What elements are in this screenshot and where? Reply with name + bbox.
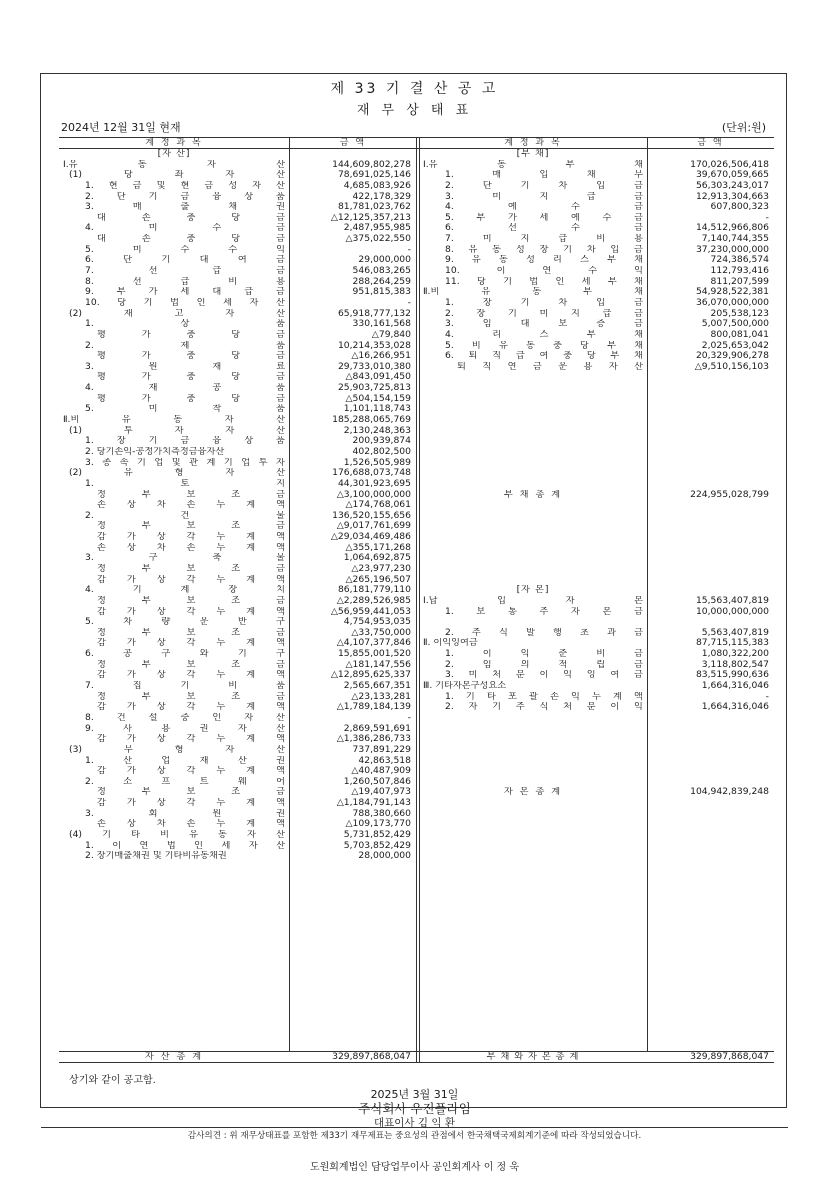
audit-opinion: 감사의견 : 위 재무상태표를 포함한 제33기 재무제표는 중요성의 관점에서 한국채택국제회계기준에 따라 작성되었습니다.	[187, 1131, 642, 1141]
amount-value: 42,863,518	[358, 754, 411, 766]
table-row	[419, 521, 774, 532]
account-label: 정 부 보 조 금	[97, 691, 285, 702]
table-row	[419, 702, 774, 713]
account-label: 정 부 보 조 금	[97, 787, 285, 798]
account-label: 부 채 총 계	[503, 489, 563, 500]
account-label: 감 가 상 각 누 계 액	[97, 638, 285, 649]
account-label: 1. 토 지	[85, 478, 285, 489]
account-label: Ⅰ.유 동 자 산	[63, 159, 285, 170]
amount-value: 28,000,000	[358, 850, 411, 862]
notice-frame	[40, 73, 787, 1173]
account-label: 퇴 직 연 금 운 용 자 산	[457, 361, 643, 372]
account-label: 3. 구 축 물	[85, 553, 285, 564]
table-row	[59, 319, 416, 330]
amount-value: 15,855,001,520	[337, 648, 411, 660]
account-label: 10. 당 기 법 인 세 자 산	[85, 297, 285, 308]
amount-value: 144,609,802,278	[332, 158, 411, 170]
table-row	[419, 362, 774, 373]
account-label: 1. 이 익 준 비 금	[445, 649, 643, 660]
account-label: 9. 부 가 세 대 급 금	[85, 287, 285, 298]
account-label: 감 가 상 각 누 계 액	[97, 798, 285, 809]
table-row	[419, 447, 774, 458]
account-label: (3) 무 형 자 산	[69, 744, 285, 755]
account-label: 정 부 보 조 금	[97, 489, 285, 500]
amount-value: 56,303,243,017	[695, 179, 769, 191]
amount-value: 12,913,304,663	[695, 190, 769, 202]
account-label: [자 산]	[157, 149, 191, 159]
balance-sheet-table	[59, 137, 774, 1063]
amount-value: 54,928,522,381	[695, 286, 769, 298]
account-label: 2. 건 물	[85, 510, 285, 521]
total-assets-label: 자 산 총 계	[144, 1052, 204, 1062]
amount-value: 83,515,990,636	[695, 669, 769, 681]
amount-value: 1,080,322,200	[701, 648, 769, 660]
account-label: 5. 비 유 동 충 당 부 채	[445, 340, 643, 351]
account-label: 3. 회 원 권	[85, 808, 285, 819]
amount-value: 951,815,383	[352, 286, 411, 298]
amount-value: △355,171,268	[345, 541, 411, 553]
amount-value: 5,703,852,429	[343, 839, 411, 851]
amount-value: 25,903,725,813	[337, 382, 411, 394]
amount-value: △19,407,973	[351, 786, 411, 798]
table-row	[419, 426, 774, 437]
account-label: (1) 당 좌 자 산	[69, 170, 285, 181]
table-row	[419, 458, 774, 469]
account-label: 7. 미 지 급 비 용	[445, 234, 643, 245]
amount-value: 1,064,692,875	[343, 552, 411, 564]
amount-value: 1,664,316,046	[701, 680, 769, 692]
account-label: Ⅱ.비 유 동 자 산	[63, 415, 285, 426]
account-label: 2. 단 기 차 입 금	[445, 180, 643, 191]
amount-value: 112,793,416	[710, 265, 769, 277]
page-title: 제 33 기 결 산 공 고	[330, 81, 499, 97]
account-label: 3. 매 출 채 권	[85, 202, 285, 213]
account-label: 손 상 차 손 누 계 액	[97, 819, 285, 830]
amount-value: 44,301,923,695	[337, 477, 411, 489]
table-row	[59, 479, 416, 490]
amount-value: △9,510,156,103	[694, 360, 769, 372]
amount-value: △1,184,791,143	[336, 797, 411, 809]
amount-value: 1,664,316,046	[701, 701, 769, 713]
amount-value: △29,034,469,486	[330, 531, 411, 543]
account-label: 대 손 충 당 금	[97, 234, 285, 245]
amount-value: 5,731,852,429	[343, 829, 411, 840]
table-row	[419, 724, 774, 735]
table-row	[59, 745, 416, 756]
total-liabilities-equity-row	[419, 1052, 774, 1063]
amount-value: △265,196,507	[345, 573, 411, 585]
amount-value: 2,025,653,042	[701, 339, 769, 351]
liabilities-equity-column	[419, 149, 774, 798]
right-account-header: 계 정 과 목	[504, 138, 562, 148]
table-row	[419, 479, 774, 490]
account-label: 평 가 충 당 금	[97, 351, 285, 362]
account-label: 1. 이 연 법 인 세 자 산	[85, 840, 285, 851]
account-label: 평 가 충 당 금	[97, 393, 285, 404]
amount-value: 37,230,000,000	[695, 243, 769, 255]
assets-column	[59, 149, 416, 862]
account-label: 7. 선 급 금	[85, 266, 285, 277]
account-label: 8. 유 동 성 장 기 차 입 금	[445, 244, 643, 255]
account-label: 대 손 충 당 금	[97, 212, 285, 223]
table-row	[419, 607, 774, 618]
table-row	[419, 756, 774, 767]
table-row	[419, 404, 774, 415]
table-row	[419, 596, 774, 607]
amount-value: 5,007,500,000	[701, 318, 769, 330]
amount-value: 3,118,802,547	[701, 658, 769, 670]
amount-value: 7,140,744,355	[701, 233, 769, 245]
amount-value: △12,125,357,213	[330, 211, 411, 223]
account-label: 5. 부 가 세 예 수 금	[445, 212, 643, 223]
account-label: 3. 원 재 료	[85, 361, 285, 372]
table-row	[419, 734, 774, 745]
amount-value: 2,487,955,985	[343, 222, 411, 234]
table-row	[419, 372, 774, 383]
table-row	[419, 575, 774, 586]
table-row	[59, 702, 416, 713]
unit-label: (단위:원)	[721, 121, 766, 134]
account-label: [자 본]	[516, 585, 550, 596]
amount-value: 29,000,000	[358, 254, 411, 266]
account-label: 3. 미 지 급 금	[445, 191, 643, 202]
total-liabilities-equity-label: 부 채 와 자 본 총 계	[486, 1052, 580, 1062]
amount-value: △843,091,450	[345, 371, 411, 383]
account-label: 4. 리 스 부 채	[445, 329, 643, 340]
account-label: 3. 미 처 분 이 익 잉 여 금	[445, 670, 643, 681]
amount-value: 288,264,259	[352, 275, 411, 287]
left-amount-header: 금 액	[339, 138, 367, 148]
account-label: (4) 기 타 비 유 동 자 산	[69, 830, 285, 840]
account-label: 7. 집 기 비 품	[85, 681, 285, 692]
amount-value: △2,289,526,985	[336, 594, 411, 606]
amount-value: 10,214,353,028	[337, 339, 411, 351]
table-row	[59, 287, 416, 298]
account-label: 2. 장 기 미 지 급 금	[445, 308, 643, 319]
amount-value: 1,526,505,989	[343, 456, 411, 468]
account-label: 2. 단 기 금 융 상 품	[85, 191, 285, 202]
amount-value: △56,959,441,053	[330, 605, 411, 617]
account-label: 1. 장 기 금 융 상 품	[85, 436, 285, 447]
account-label: 8. 건 설 중 인 자 산	[85, 712, 285, 723]
amount-value: △16,266,951	[351, 350, 411, 362]
table-row	[419, 564, 774, 575]
table-row	[419, 330, 774, 341]
amount-value: △1,789,184,139	[336, 701, 411, 713]
account-label: 4. 기 계 장 치	[85, 585, 285, 596]
account-label: Ⅰ.유 동 부 채	[423, 159, 643, 170]
footer-note: 상기와 같이 공고함.	[69, 1075, 156, 1086]
amount-value: 185,288,065,769	[332, 414, 411, 426]
account-label: 1. 기 타 포 괄 손 익 누 계 액	[445, 691, 643, 702]
account-label: 정 부 보 조 금	[97, 563, 285, 574]
report-date: 2024년 12월 31일 현재	[61, 121, 181, 134]
amount-value: 607,800,323	[710, 201, 769, 213]
amount-value: △109,173,770	[345, 818, 411, 830]
account-label: 6. 선 수 금	[445, 223, 643, 234]
amount-value: 20,329,906,278	[695, 350, 769, 362]
account-label: 정 부 보 조 금	[97, 627, 285, 638]
amount-value: △504,154,159	[345, 392, 411, 404]
table-row	[419, 787, 774, 798]
amount-value: 4,754,953,035	[343, 616, 411, 628]
account-label: 정 부 보 조 금	[97, 595, 285, 606]
amount-value: 176,688,073,748	[332, 467, 411, 479]
amount-value: △9,017,761,699	[336, 520, 411, 532]
account-label: Ⅱ.비 유 동 부 채	[423, 287, 643, 298]
table-row	[419, 681, 774, 692]
account-label: 자 본 총 계	[503, 787, 563, 798]
account-label: 2. 임 의 적 립 금	[445, 659, 643, 670]
account-label: 감 가 상 각 누 계 액	[97, 766, 285, 777]
amount-value: 65,918,777,132	[337, 307, 411, 319]
account-label: 손 상 차 손 누 계 액	[97, 500, 285, 511]
amount-value: 2,869,591,691	[343, 722, 411, 734]
table-row	[419, 436, 774, 447]
account-label: (1) 투 자 자 산	[69, 425, 285, 436]
amount-value: 104,942,839,248	[690, 786, 769, 798]
amount-value: 10,000,000,000	[695, 605, 769, 617]
total-assets-amount: 329,897,868,047	[332, 1051, 411, 1062]
table-row	[59, 596, 416, 607]
amount-value: △23,133,281	[351, 690, 411, 702]
table-row	[419, 553, 774, 564]
table-row	[419, 766, 774, 777]
table-row	[419, 383, 774, 394]
table-row	[419, 181, 774, 192]
amount-value: 200,939,874	[352, 435, 411, 447]
account-label: 6. 공 구 와 기 구	[85, 649, 285, 660]
amount-value: 170,026,506,418	[690, 158, 769, 170]
amount-value: △4,107,377,846	[336, 637, 411, 649]
account-label: Ⅱ. 이익잉여금	[423, 638, 478, 649]
amount-value: △174,768,061	[345, 499, 411, 511]
amount-value: 330,161,568	[352, 318, 411, 330]
amount-value: 811,207,599	[710, 275, 769, 287]
account-label: (2) 재 고 자 산	[69, 308, 285, 319]
amount-value: 36,070,000,000	[695, 296, 769, 308]
account-label: 1. 보 통 주 자 본 금	[445, 606, 643, 617]
account-label: 8. 선 급 비 용	[85, 276, 285, 287]
amount-value: 14,512,966,806	[695, 222, 769, 234]
amount-value: 724,386,574	[710, 254, 769, 266]
amount-value: -	[765, 211, 769, 223]
amount-value: △12,895,625,337	[330, 669, 411, 681]
amount-value: △3,100,000,000	[336, 488, 411, 500]
amount-value: 5,563,407,819	[701, 626, 769, 638]
account-label: 손 상 차 손 누 계 액	[97, 542, 285, 553]
company-name: 주식회사 우진플라임	[358, 1101, 471, 1116]
table-row	[59, 713, 416, 724]
account-label: 평 가 충 당 금	[97, 329, 285, 340]
account-label: Ⅲ. 기타자본구성요소	[423, 681, 507, 692]
account-label: 5. 차 량 운 반 구	[85, 617, 285, 628]
amount-value: △40,487,909	[351, 765, 411, 777]
amount-value: 87,715,115,383	[695, 637, 769, 649]
account-label: Ⅰ.납 입 자 본	[423, 595, 643, 606]
account-label: 2. 장기매출채권 및 기타비유동채권	[85, 851, 227, 862]
amount-value: 2,565,667,351	[343, 680, 411, 692]
account-label: 2. 당기손익-공정가치측정금융자산	[85, 446, 225, 457]
amount-value: 788,380,660	[352, 807, 411, 819]
account-label: 6. 퇴 직 급 여 충 당 부 채	[445, 351, 643, 362]
account-label: 감 가 상 각 누 계 액	[97, 734, 285, 745]
account-label: 4. 예 수 금	[445, 202, 643, 213]
table-row	[419, 713, 774, 724]
table-row	[419, 298, 774, 309]
table-row	[419, 511, 774, 522]
auditor-name: 도원회계법인 담당업무이사 공인회계사 이 정 욱	[309, 1162, 520, 1173]
amount-value: △23,977,230	[351, 562, 411, 574]
account-label: 9. 유 동 성 리 스 부 채	[445, 255, 643, 266]
table-row	[419, 468, 774, 479]
account-label: 감 가 상 각 누 계 액	[97, 606, 285, 617]
account-label: 5. 미 수 수 익	[85, 244, 285, 255]
account-label: 2. 주 식 발 행 초 과 금	[445, 627, 643, 638]
account-label: 정 부 보 조 금	[97, 659, 285, 670]
account-label: 4. 재 공 품	[85, 383, 285, 394]
table-row	[419, 745, 774, 756]
amount-value: 546,083,265	[352, 265, 411, 277]
account-label: 감 가 상 각 누 계 액	[97, 702, 285, 713]
account-label: 3. 종 속 기 업 및 관 계 기 업 투 자	[85, 457, 285, 468]
account-label: 감 가 상 각 누 계 액	[97, 532, 285, 543]
amount-value: 86,181,779,110	[337, 584, 411, 596]
amount-value: 4,685,083,926	[343, 179, 411, 191]
amount-value: -	[407, 243, 411, 255]
account-label: 1. 상 품	[85, 319, 285, 330]
amount-value: 1,260,507,846	[343, 775, 411, 787]
table-row	[419, 415, 774, 426]
account-label: (2) 유 형 자 산	[69, 468, 285, 479]
amount-value: 800,081,041	[710, 328, 769, 340]
account-label: 2. 소 프 트 웨 어	[85, 776, 285, 787]
account-label: 1. 장 기 차 입 금	[445, 297, 643, 308]
footer-divider	[41, 1127, 788, 1128]
account-label: 2. 자 기 주 식 처 분 이 익	[445, 702, 643, 713]
amount-value: 205,538,123	[710, 307, 769, 319]
account-label: 1. 산 업 재 산 권	[85, 755, 285, 766]
account-label: 1. 현 금 및 현 금 성 자 산	[85, 180, 285, 191]
table-row	[59, 851, 416, 862]
amount-value: 136,520,155,656	[332, 509, 411, 521]
table-row	[59, 234, 416, 245]
page-subtitle: 재 무 상 태 표	[356, 103, 473, 118]
table-row	[419, 532, 774, 543]
table-row	[59, 181, 416, 192]
total-assets-row	[59, 1052, 416, 1063]
amount-value: -	[407, 296, 411, 308]
amount-value: 422,178,329	[352, 190, 411, 202]
table-row	[419, 500, 774, 511]
amount-value: 224,955,028,799	[690, 488, 769, 500]
amount-value: △79,840	[371, 328, 411, 340]
account-label: 11. 당 기 법 인 세 부 채	[445, 276, 643, 287]
amount-value: 29,733,010,380	[337, 360, 411, 372]
account-label: 6. 단 기 대 여 금	[85, 255, 285, 266]
amount-value: 81,781,023,762	[337, 201, 411, 213]
account-label: 5. 미 착 품	[85, 404, 285, 415]
account-label: 감 가 상 각 누 계 액	[97, 670, 285, 681]
amount-value: 15,563,407,819	[695, 594, 769, 606]
right-amount-header: 금 액	[697, 138, 724, 148]
announcement-date: 2025년 3월 31일	[370, 1088, 459, 1101]
account-label: 평 가 충 당 금	[97, 372, 285, 383]
ceo-name: 대표이사 김 익 환	[373, 1117, 455, 1129]
account-label: 1. 매 입 채 무	[445, 170, 643, 181]
table-row	[419, 202, 774, 213]
amount-value: 737,891,229	[352, 743, 411, 755]
account-label: [부 채]	[516, 149, 550, 159]
table-row	[59, 298, 416, 309]
amount-value: △1,386,286,733	[336, 733, 411, 745]
account-label: 감 가 상 각 누 계 액	[97, 574, 285, 585]
account-label: 3. 임 대 보 증 금	[445, 319, 643, 330]
amount-value: 1,101,118,743	[343, 403, 411, 415]
amount-value: 39,670,059,665	[695, 169, 769, 181]
amount-value: △33,750,000	[351, 626, 411, 638]
table-row	[59, 447, 416, 458]
amount-value: 402,802,500	[352, 445, 411, 457]
amount-value: -	[407, 711, 411, 723]
table-row	[419, 394, 774, 405]
amount-value: 78,691,025,146	[337, 169, 411, 181]
table-row	[419, 490, 774, 501]
amount-value: 2,130,248,363	[343, 424, 411, 436]
table-row	[59, 330, 416, 341]
amount-value: △375,022,550	[345, 233, 411, 245]
total-liabilities-equity-amount: 329,897,868,047	[690, 1051, 769, 1062]
account-label: 10. 이 연 수 익	[445, 266, 643, 277]
amount-value: -	[765, 690, 769, 702]
table-row	[419, 543, 774, 554]
left-account-header: 계 정 과 목	[145, 138, 203, 148]
amount-value: △181,147,556	[345, 658, 411, 670]
account-label: 9. 사 용 권 자 산	[85, 723, 285, 734]
account-label: 2. 제 품	[85, 340, 285, 351]
account-label: 4. 미 수 금	[85, 223, 285, 234]
account-label: 정 부 보 조 금	[97, 521, 285, 532]
